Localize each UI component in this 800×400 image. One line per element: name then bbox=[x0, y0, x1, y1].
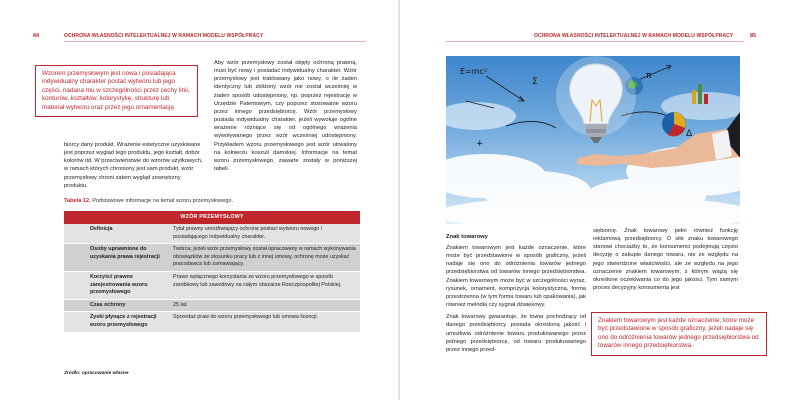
table-value: Twórca; jeżeli wzór przemysłowy został opracowany w ramach wykonywania obowiązków ze stosunku pracy lub z innej umowy, ochronę może uzyskać pracodawca lub zamawiający. bbox=[169, 244, 360, 272]
table-row bbox=[64, 271, 360, 299]
bar-chart-icon bbox=[692, 84, 708, 104]
formula-sigma: Σ bbox=[532, 77, 538, 87]
running-head: OCHRONA WŁASNOŚCI INTELEKTUALNEJ W RAMACH MODELU WSPÓŁPRACY bbox=[64, 33, 264, 39]
table-key: Osoby uprawnione do uzyskania prawa rejestracji bbox=[64, 244, 169, 272]
paragraph: Znakiem towarowym jest każde oznaczenie, które może być przedstawione w sposób graficzny, jeżeli nadaje się ono do odróżnienia towarów jednego przedsiębiorstwa od towarów innego przedsiębiorstwa. Znakiem towarowym może być w szczególności wyraz, rysunek, ornament, kompozycja kolorystyczna, forma przestrzenna (w tym forma towaru lub opakowania), jak również melodia czy sygnał dźwiękowy. bbox=[446, 245, 586, 309]
photo-illustration bbox=[446, 56, 740, 224]
header-rule bbox=[64, 41, 366, 42]
lightbulb-hand-photo bbox=[446, 56, 740, 224]
table-row bbox=[64, 312, 360, 332]
definition-callout: Znakiem towarowym jest każde oznaczenie, które może być przedstawione w sposób graficzny, jeżeli nadaje się ono do odróżnienia towarów jednego przedsiębiorstwa od towarów innego przedsiębiorstwa. bbox=[591, 312, 767, 356]
table-row bbox=[64, 224, 360, 244]
paragraph: Znak towarowy gwarantuje, że towar pochodzący od danego przedsiębiorcy posiada określoną jakość i umożliwia odróżnienie towaru produkowanego przez jednego przedsiębiorcę, od towaru produkowanego przez innego przed- bbox=[446, 314, 586, 353]
table-source: Źródło: opracowanie własne bbox=[64, 371, 129, 376]
table-row bbox=[64, 299, 360, 312]
section-heading: Znak towarowy bbox=[446, 234, 488, 240]
formula-delta: Δ bbox=[686, 129, 693, 139]
definition-callout: Wzorem przemysłowym jest nowa i posiadająca indywidualny charakter postać wytworu lub jego części, nadana mu w szczególności przez cechy linii, konturów, kształtów, kolorystykę, strukturę lub materiał wytworu oraz przez jego ornamentację. bbox=[35, 65, 198, 117]
table-value: Sprzedaż praw do wzoru przemysłowego lub umowa licencji. bbox=[169, 312, 360, 332]
body-column-2: Aby wzór przemysłowy został objęty ochroną prawną, musi być nowy i posiadać indywidualny charakter. Wzór przemysłowy jest traktowany jako nowy, o ile żaden identyczny lub zbliżony wzór nie został wcześniej w żaden sposób udostępniony, np. poprzez rejestrację w Urzędzie Patentowym, czy poprzez stosowanie wzoru przez innego przedsiębiorcę. Wzór przemysłowy posiada indywidualny charakter, jeżeli wywołuje ogólne wrażenie różniące się od ogólnego wrażenia wywoływanego przez wzór wcześniej udostępniony. Przykładem wzoru przemysłowego jest wzór utrwalony na kołnierzu koszuli damskiej. Informacje na temat wzoru przemysłowego, zawarte zostały w poniższej tabeli. bbox=[214, 60, 357, 173]
body-column-1: biorcy dany produkt. Wrażenie estetyczne uzyskiwane jest poprzez wygląd tego produktu, jego kształt, dobór kolorów itd. W przeciwieństwie do wzorów użytkowych, w ramach których chroniony jest sam produkt, wzór przemysłowy chroni zatem wygląd zewnętrzny produktu. bbox=[64, 142, 203, 189]
body-column-1 bbox=[446, 244, 586, 355]
lightbulb-icon bbox=[556, 56, 636, 143]
body-column-2: siębiorcę. Znak towarowy pełni również funkcję reklamową przedsiębiorcy. O sile znaku towarowego stanowi chociażby to, że konsumenci podejmują często decyzję o zakupie danego towaru, nie ze względu na jego stwierdzone właściwości, ale ze względu na jego oznaczenie znakiem towarowym, z którym wiążą się określone oczekiwania co do jego jakości. Tym samym proces decyzyjny konsumenta jest bbox=[593, 228, 738, 292]
running-head: OCHRONA WŁASNOŚCI INTELEKTUALNEJ W RAMACH MODELU WSPÓŁPRACY bbox=[534, 33, 734, 39]
table-caption-text: Podstawowe informacje na temat wzoru przemysłowego. bbox=[92, 198, 234, 204]
table-value: Tytuł prawny umożliwiający ochronę postaci wytworu nowego i posiadającego indywidualny charakter. bbox=[169, 224, 360, 244]
table-key: Czas ochrony bbox=[64, 299, 169, 312]
formula-emc2: E=mc² bbox=[460, 67, 488, 76]
table-caption bbox=[64, 198, 233, 204]
table-key: Korzyści prawne zarejestrowania wzoru przemysłowego bbox=[64, 271, 169, 299]
formula-pi: π bbox=[646, 71, 652, 81]
table-value: Prawo wyłącznego korzystania ze wzoru przemysłowego w sposób zarobkowy lub zawodowy na całym obszarze Rzeczpospolitej Polskiej. bbox=[169, 271, 360, 299]
info-table bbox=[64, 211, 360, 333]
table-row bbox=[64, 244, 360, 272]
table-value: 25 lat. bbox=[169, 299, 360, 312]
pie-chart-icon bbox=[662, 112, 686, 136]
header-rule bbox=[446, 41, 744, 42]
table-key: Zyski płynące z rejestracji wzoru przemysłowego bbox=[64, 312, 169, 332]
page-number: 85 bbox=[750, 33, 757, 39]
formula-plus: + bbox=[476, 139, 484, 149]
table-key: Definicja bbox=[64, 224, 169, 244]
page-number: 84 bbox=[33, 33, 40, 39]
table-header: WZÓR PRZEMYSŁOWY bbox=[64, 211, 360, 224]
table-caption-label: Tabela 12. bbox=[64, 198, 91, 204]
